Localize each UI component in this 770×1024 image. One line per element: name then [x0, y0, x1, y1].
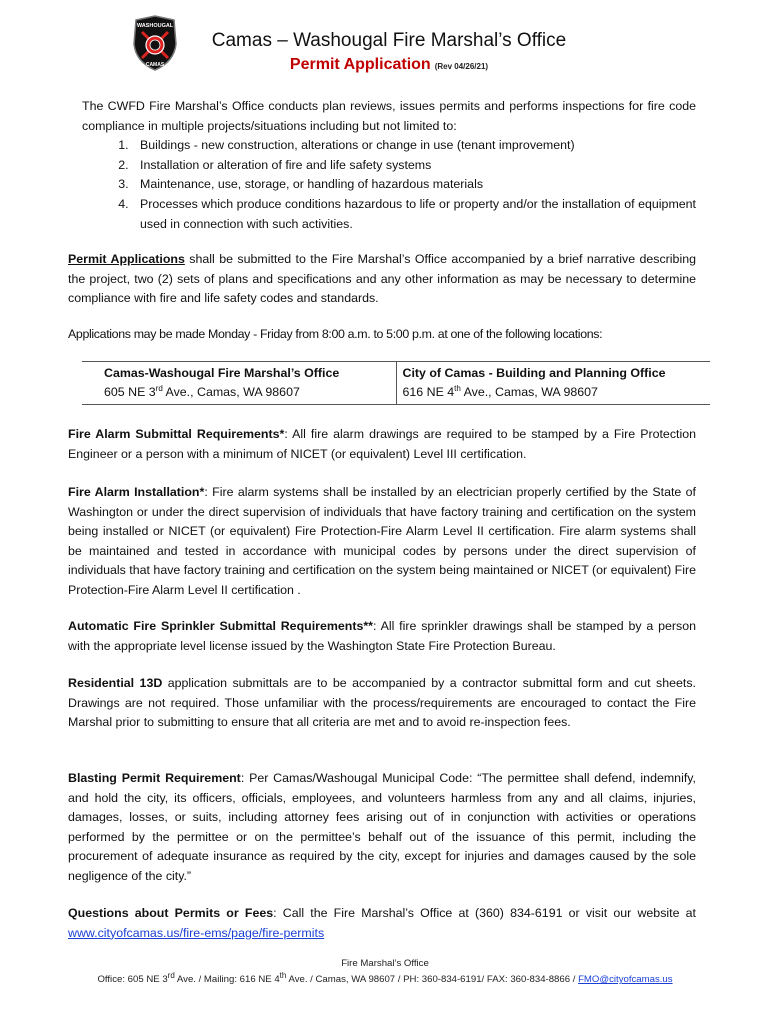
list-item: 4. Processes which produce conditions hazardous to life or property and/or the installation of equipment used in connection with such activities.: [132, 195, 696, 234]
permit-situations-list: [82, 136, 696, 234]
blasting-permit-section: Blasting Permit Requirement: Per Camas/Washougal Municipal Code: “The permittee shall defend, indemnify, and hold the city, its officers, officials, employees, and volunteers harmless from any and all claims, injuries, damages, losses, or suits, including attorney fees arising out of in conjunction with activities or operations performed by the permittee or on the permittee’s behalf out of the issuance of this permit, including the procurement of adequate insurance as required by the city, except for injuries and damages caused by the sole negligence of the city.”: [68, 771, 696, 883]
permit-application-heading: Permit Application: [289, 56, 431, 73]
intro-text: The CWFD Fire Marshal’s Office conducts plan reviews, issues permits and performs inspections for fire code compliance in multiple projects/situations including but not limited to:: [82, 99, 696, 133]
email-link[interactable]: FMO@cityofcamas.us: [578, 974, 673, 985]
location-name: City of Camas - Building and Planning Office: [402, 366, 666, 380]
footer-office-name: Fire Marshal’s Office: [341, 958, 429, 969]
section-lead: Questions about Permits or Fees: [68, 906, 274, 920]
locations-table: [82, 361, 710, 405]
section-lead: Automatic Fire Sprinkler Submittal Requirements**: [68, 619, 374, 633]
fire-permits-link[interactable]: www.cityofcamas.us/fire-ems/page/fire-permits: [68, 925, 325, 940]
page-title: Camas – Washougal Fire Marshal’s Office: [211, 30, 567, 51]
list-item: 3. Maintenance, use, storage, or handling of hazardous materials: [132, 175, 696, 195]
sprinkler-submittal-section: Automatic Fire Sprinkler Submittal Requirements**: All fire sprinkler drawings shall be stamped by a person with the appropriate level license issued by the Washington State Fire Protection Bureau.: [68, 619, 696, 653]
residential-13d-section: Residential 13D application submittals are to be accompanied by a contractor submittal form and cut sheets. Drawings are not required. Those unfamiliar with the process/requirements are encouraged to contact the Fire Marshal prior to submitting to ensure that all criteria are met and to avoid re-inspection fees.: [68, 676, 696, 730]
location-cell: [396, 362, 710, 405]
section-lead: Blasting Permit Requirement: [68, 771, 241, 785]
permit-applications-paragraph: Permit Applications shall be submitted to the Fire Marshal’s Office accompanied by a brief narrative describing the project, two (2) sets of plans and specifications and any other information as may be necessary to determine compliance with fire and life safety codes and standards.: [68, 252, 696, 306]
hours-text: Applications may be made Monday - Friday from 8:00 a.m. to 5:00 p.m. at one of the following locations:: [68, 327, 603, 341]
section-lead: Fire Alarm Installation*: [68, 485, 205, 499]
intro-section: [82, 97, 696, 234]
location-name: Camas-Washougal Fire Marshal’s Office: [104, 366, 340, 380]
section-lead: Residential 13D: [68, 676, 163, 690]
list-item: 1. Buildings - new construction, alterations or change in use (tenant improvement): [132, 136, 696, 156]
permit-applications-lead: Permit Applications: [68, 252, 185, 266]
revision-date: (Rev 04/26/21): [434, 62, 489, 71]
svg-text:CAMAS: CAMAS: [145, 62, 165, 68]
svg-text:WASHOUGAL: WASHOUGAL: [136, 23, 174, 29]
footer-contact-line: Office: 605 NE 3rd Ave. / Mailing: 616 NE 4th Ave. / Camas, WA 98607 / PH: 360-834-6191/ FAX: 360-834-8866 / FMO@cityofcamas.us: [97, 970, 673, 985]
location-cell: [82, 362, 396, 405]
page-subtitle: [0, 56, 770, 74]
questions-section: Questions about Permits or Fees: Call the Fire Marshal’s Office at (360) 834-6191 or visit our website at www.cityofcamas.us/fire-ems/page/fire-permits: [68, 906, 696, 940]
list-item: 2. Installation or alteration of fire and life safety systems: [132, 156, 696, 176]
location-address: 605 NE 3rd Ave., Camas, WA 98607: [104, 383, 300, 399]
fire-alarm-installation-section: Fire Alarm Installation*: Fire alarm systems shall be installed by an electrician properly certified by the State of Washington or under the direct supervision of individuals that have factory training and certification on the system being installed or NICET (or equivalent) Fire Protection-Fire Alarm Level II certification. Fire alarm systems shall be maintained and tested in accordance with municipal codes by persons under the direct supervision of individuals that have factory training and certification on the system being maintained or NICET (or equivalent) Fire Protection-Fire Alarm Level II certification .: [68, 485, 696, 597]
fire-alarm-submittal-section: Fire Alarm Submittal Requirements*: All fire alarm drawings are required to be stamped by a Fire Protection Engineer or a person with a minimum of NICET (or equivalent) Level III certification.: [68, 427, 696, 461]
section-lead: Fire Alarm Submittal Requirements*: [68, 427, 285, 441]
location-address: 616 NE 4th Ave., Camas, WA 98607: [402, 383, 598, 399]
